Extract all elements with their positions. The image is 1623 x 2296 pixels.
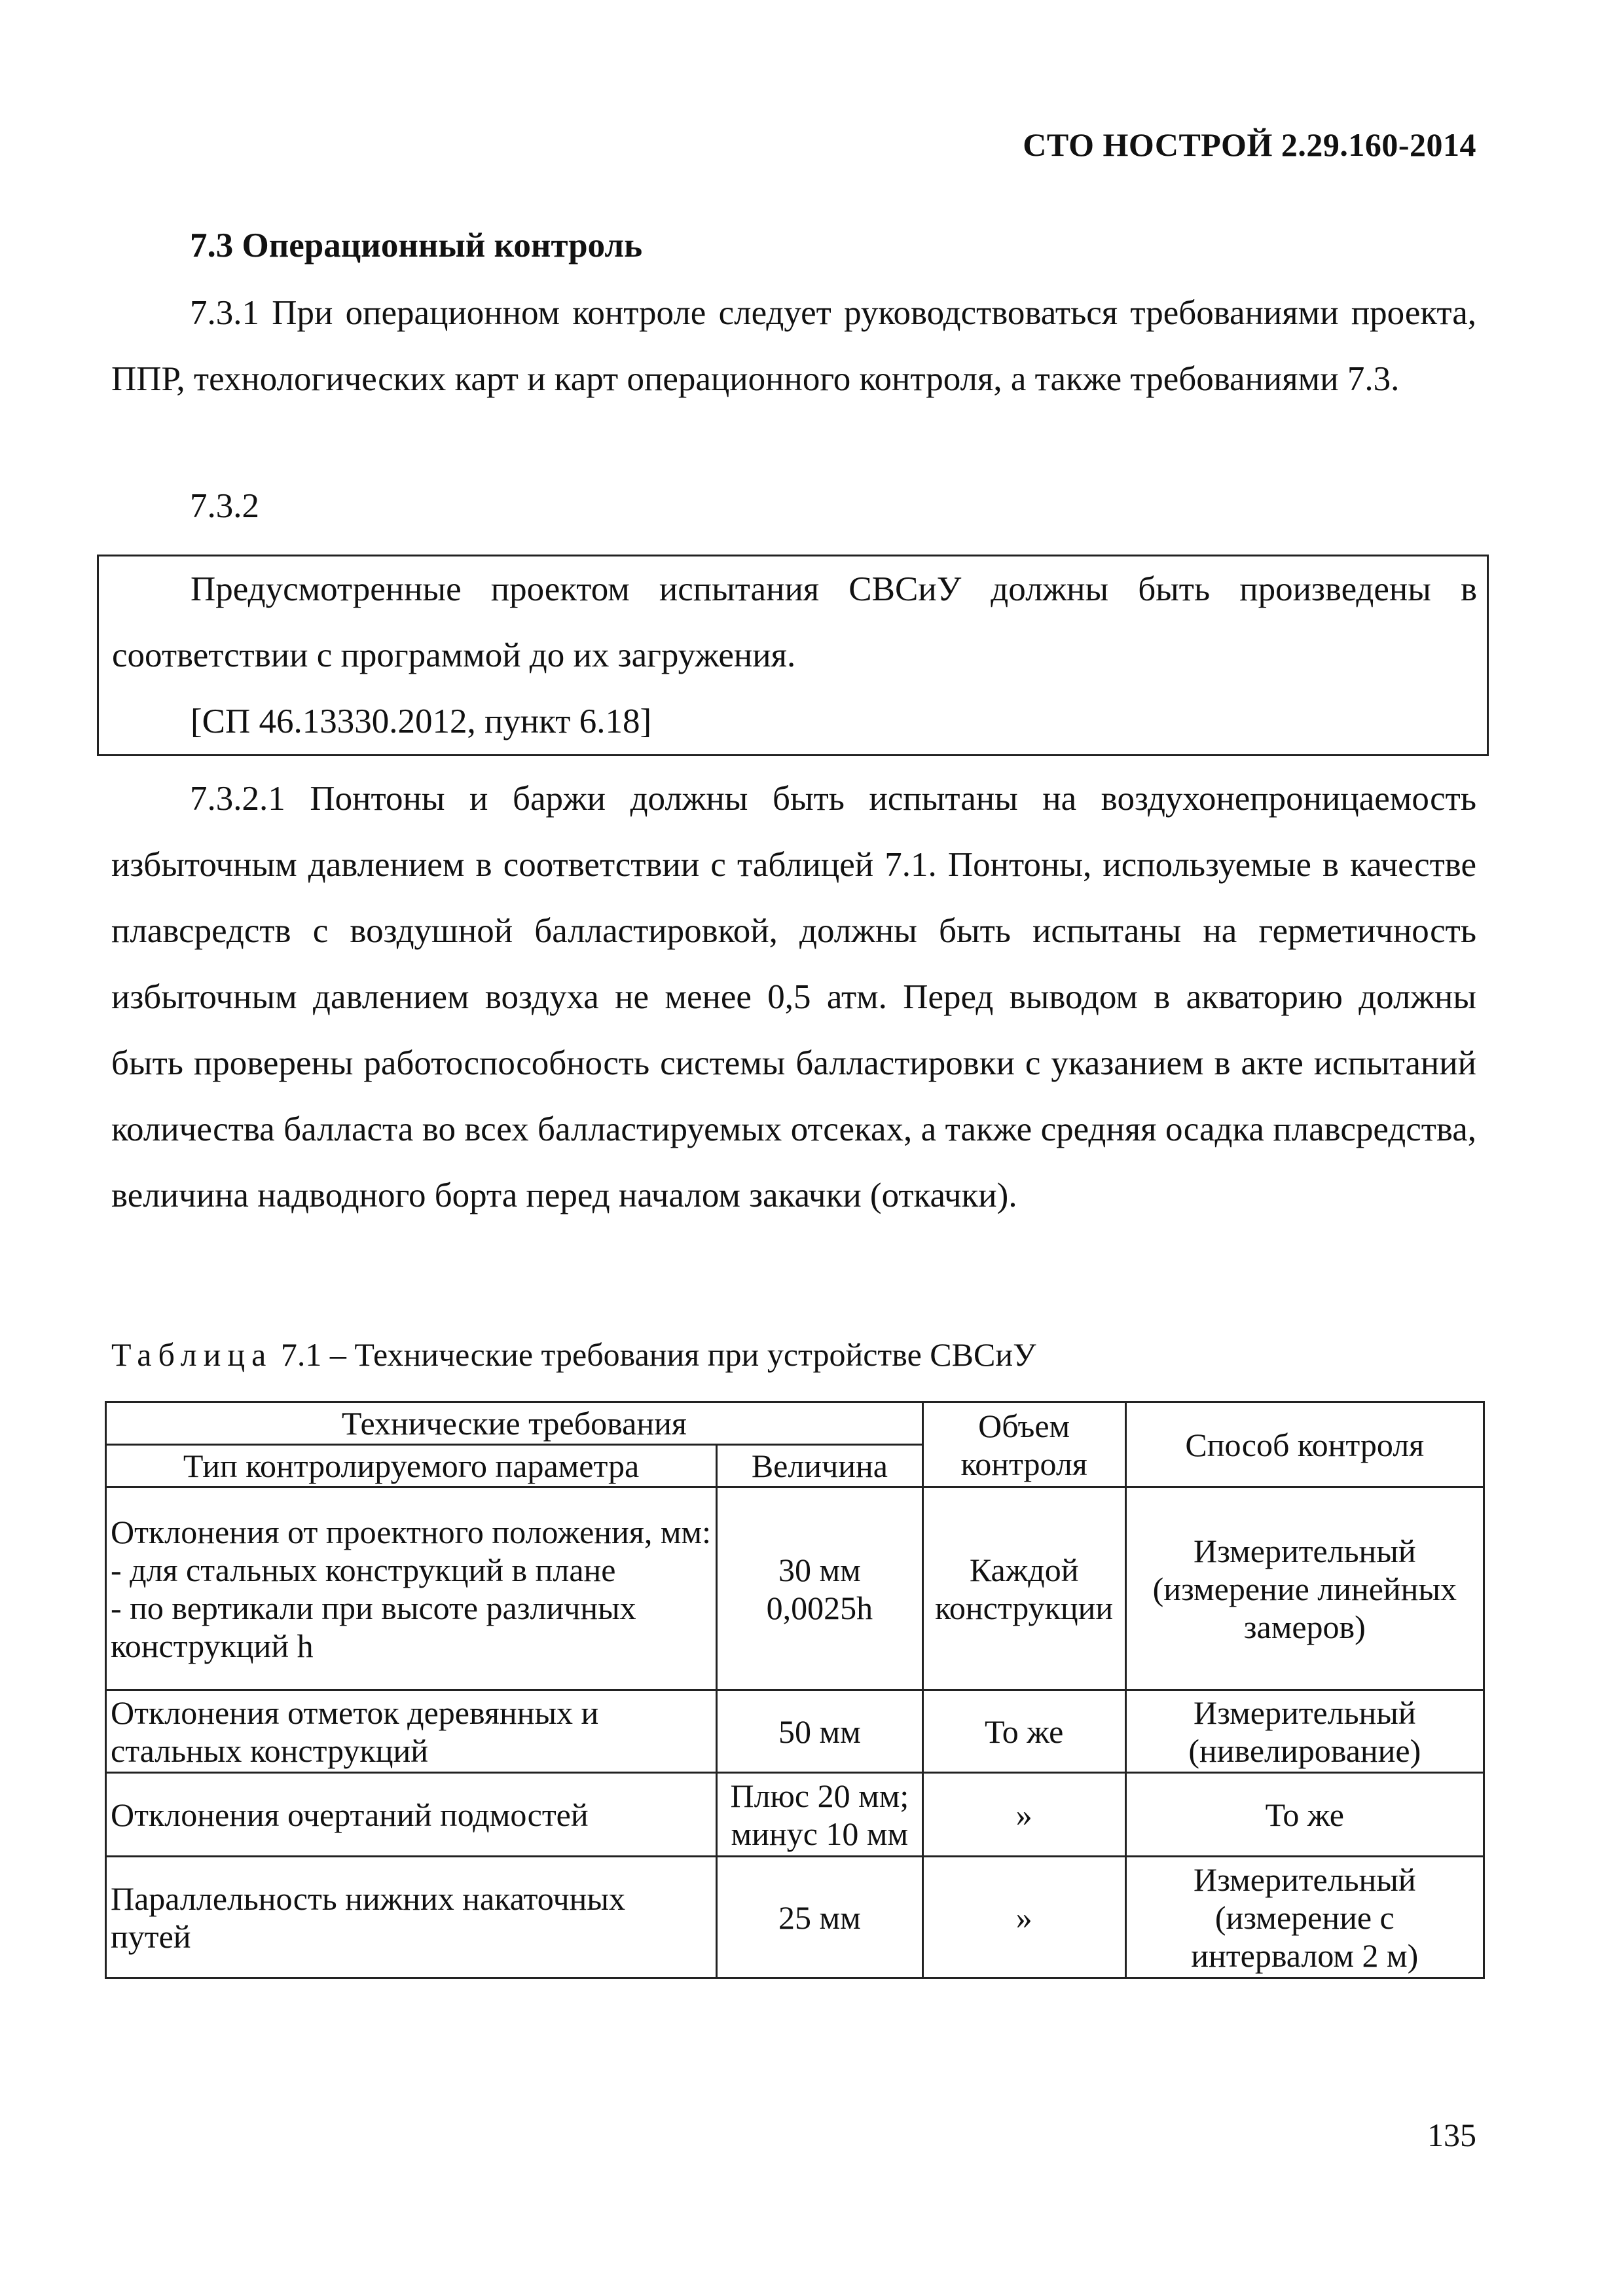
row-parameter-item: - для стальных конструкций в плане [111,1551,616,1588]
row-volume: » [922,1773,1125,1857]
quote-reference: [СП 46.13330.2012, пункт 6.18] [191,702,652,740]
header-value: Величина [717,1445,923,1487]
row-value-line: 0,0025h [766,1589,873,1626]
row-volume: » [922,1857,1125,1978]
header-control-volume: Объем контроля [922,1402,1125,1487]
row-volume: То же [922,1690,1125,1773]
row-method: Измерительный (нивелирование) [1125,1690,1484,1773]
row-parameter-title: Отклонения от проектного положения, мм: [111,1513,711,1550]
quote-text: Предусмотренные проектом испытания СВСиУ должны быть произведены в соответствии с программой до их загружения. [112,570,1477,674]
table-row [106,1690,1484,1773]
row-parameter: Параллельность нижних накаточных путей [106,1857,717,1978]
document-code-header: СТО НОСТРОЙ 2.29.160-2014 [1023,126,1476,163]
section-heading: 7.3 Операционный контроль [190,227,643,264]
row-parameter [106,1487,717,1690]
paragraph-7-3-1: 7.3.1 При операционном контроле следует руководствоваться требованиями проекта, ППР, технологических карт и карт операционного контроля, а также требованиями 7.3. [111,294,1476,398]
row-value-line: 30 мм [778,1551,861,1588]
table-row [106,1487,1484,1690]
row-parameter: Отклонения отметок деревянных и стальных конструкций [106,1690,717,1773]
row-value: 50 мм [717,1690,923,1773]
row-parameter: Отклонения очертаний подмостей [106,1773,717,1857]
table-header-row [106,1402,1484,1445]
table-caption [111,1336,1036,1374]
normative-quote-box [97,555,1489,756]
table-row [106,1857,1484,1978]
clause-number-7-3-2: 7.3.2 [190,487,259,525]
table-caption-label: Таблица [111,1336,273,1373]
header-parameter-type: Тип контролируемого параметра [106,1445,717,1487]
row-method: Измерительный (измерение линейных замеров) [1125,1487,1484,1690]
row-parameter-item: - по вертикали при высоте различных конструкций h [111,1589,636,1664]
page-number: 135 [1427,2117,1476,2153]
header-control-method: Способ контроля [1125,1402,1484,1487]
row-value [717,1487,923,1690]
paragraph-7-3-2-1: 7.3.2.1 Понтоны и баржи должны быть испытаны на воздухонепроницаемость избыточным давлением в соответствии с таблицей 7.1. Понтоны, используемые в качестве плавсредств с воздушной балластировкой, должны быть испытаны на герметичность избыточным давлением воздуха не менее 0,5 атм. Перед выводом в акваторию должны быть проверены работоспособность системы балластировки с указанием в акте испытаний количества балласта во всех балластируемых отсеках, а также средняя осадка плавсредства, величина надводного борта перед началом закачки (откачки). [111,780,1476,1214]
row-value: 25 мм [717,1857,923,1978]
row-volume: Каждой конструкции [922,1487,1125,1690]
row-value: Плюс 20 мм; минус 10 мм [717,1773,923,1857]
table-row [106,1773,1484,1857]
requirements-table [105,1401,1485,1979]
header-technical-requirements: Технические требования [106,1402,923,1445]
row-method: То же [1125,1773,1484,1857]
table-caption-title: 7.1 – Технические требования при устройстве СВСиУ [272,1336,1036,1373]
row-method: Измерительный (измерение с интервалом 2 м) [1125,1857,1484,1978]
